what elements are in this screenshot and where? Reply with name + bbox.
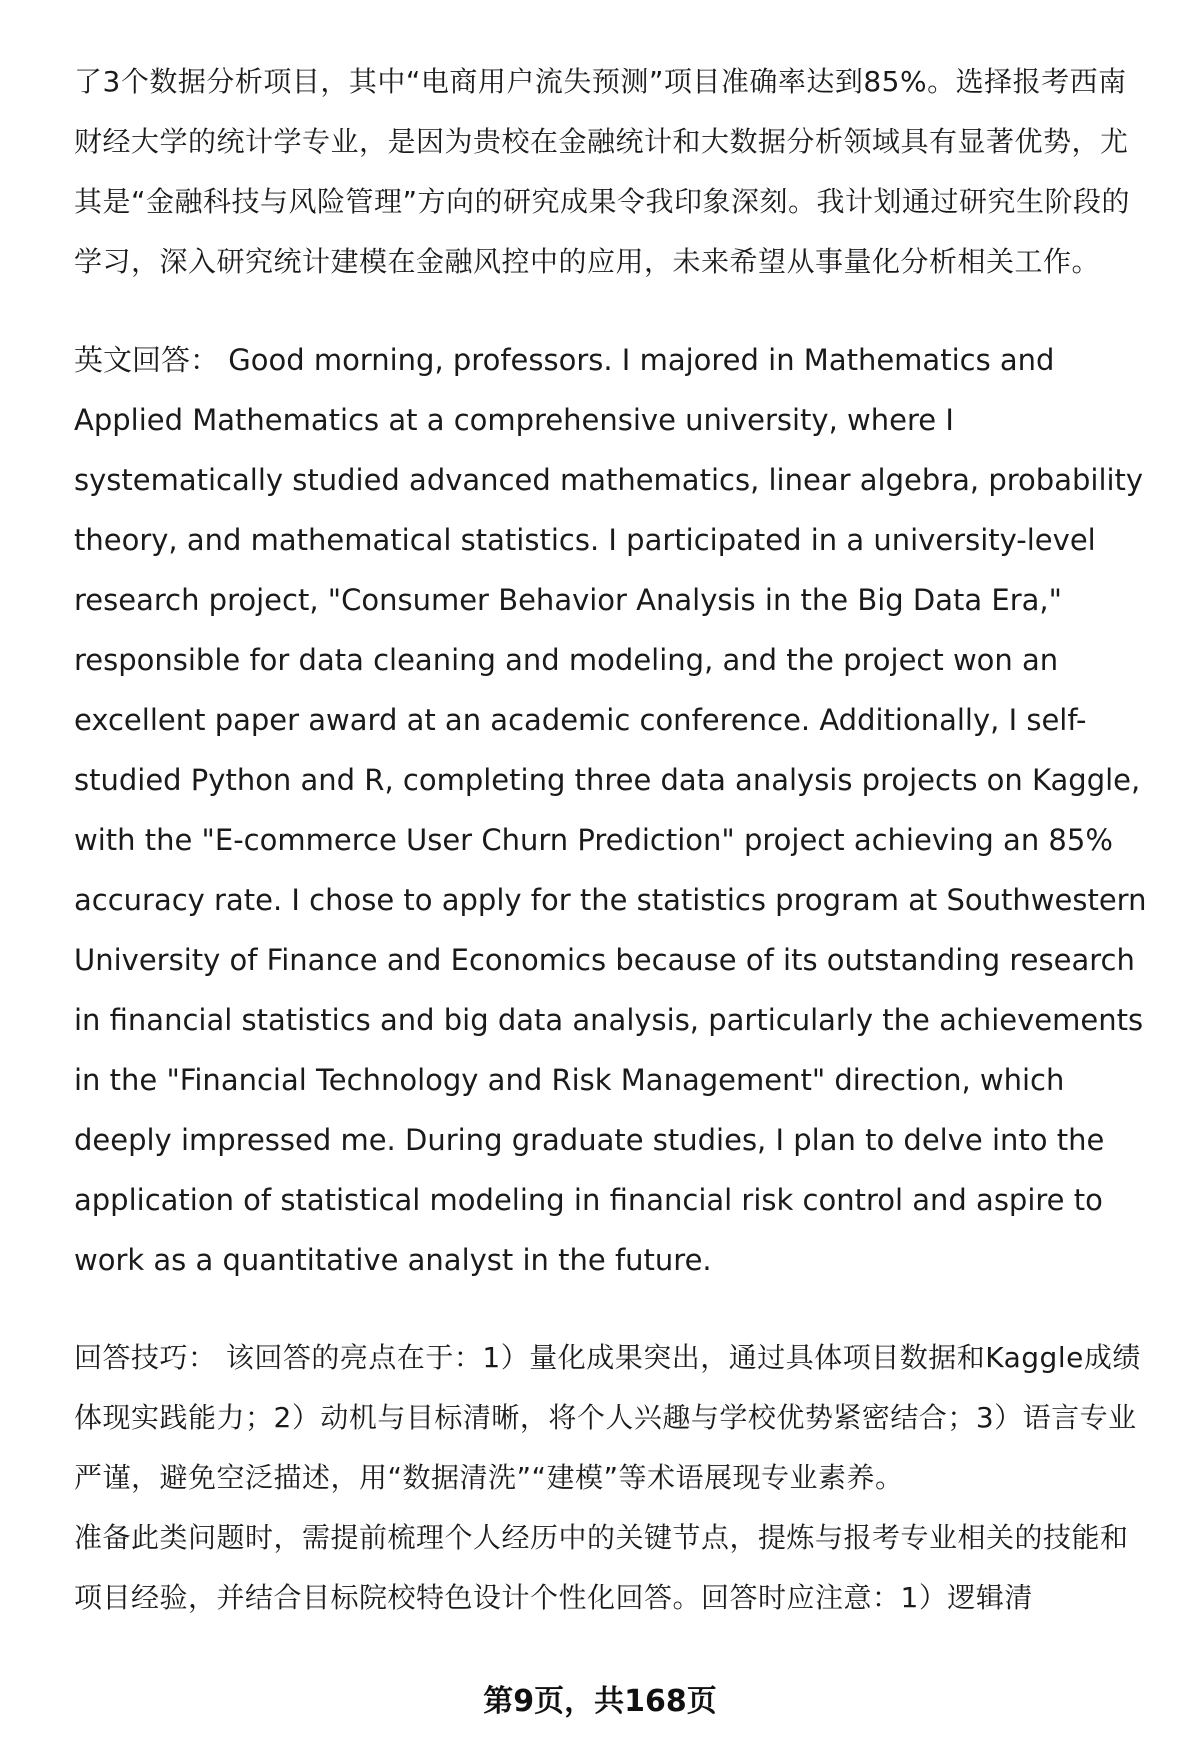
preparation-paragraph: 准备此类问题时，需提前梳理个人经历中的关键节点，提炼与报考专业相关的技能和项目经验，并结合目标院校特色设计个性化回答。回答时应注意：1）逻辑清 [74,1521,1129,1614]
page-number-footer: 第9页，共168页 [483,1684,717,1719]
paragraph-gap [74,292,1149,330]
answer-tips-text: 该回答的亮点在于：1）量化成果突出，通过具体项目数据和Kaggle成绩体现实践能力；2）动机与目标清晰，将个人兴趣与学校优势紧密结合；3）语言专业严谨，避免空泛描述，用“数据清洗”“建模”等术语展现专业素养。 [74,1341,1141,1494]
english-answer-text: Good morning, professors. I majored in Mathematics and Applied Mathematics at a comprehensive university, where I systematically studied advanced mathematics, linear algebra, probability theory, and mathematical statistics. I participated in a university-level research project, "Consumer Behavior Analysis in the Big Data Era," responsible for data cleaning and modeling, and the project won an excellent paper award at an academic conference. Additionally, I self-studied Python and R, completing three data analysis projects on Kaggle, with the "E-commerce User Churn Prediction" project achieving an 85% accuracy rate. I chose to apply for the statistics program at Southwestern University of Finance and Economics because of its outstanding research in financial statistics and big data analysis, particularly the achievements in the "Financial Technology and Risk Management" direction, which deeply impressed me. During graduate studies, I plan to delve into the application of statistical modeling in financial risk control and aspire to work as a quantitative analyst in the future. [74,343,1147,1277]
answer-tips-paragraph [74,1328,1149,1508]
paragraph-gap [74,1290,1149,1328]
page-content [74,52,1149,1628]
english-answer-label: 英文回答： [74,343,220,377]
chinese-answer-continuation: 了3个数据分析项目，其中“电商用户流失预测”项目准确率达到85%。选择报考西南财经大学的统计学专业，是因为贵校在金融统计和大数据分析领域具有显著优势，尤其是“金融科技与风险管理”方向的研究成果令我印象深刻。我计划通过研究生阶段的学习，深入研究统计建模在金融风控中的应用，未来希望从事量化分析相关工作。 [74,65,1131,278]
answer-tips-label: 回答技巧： [74,1341,217,1374]
english-answer-paragraph [74,330,1149,1290]
